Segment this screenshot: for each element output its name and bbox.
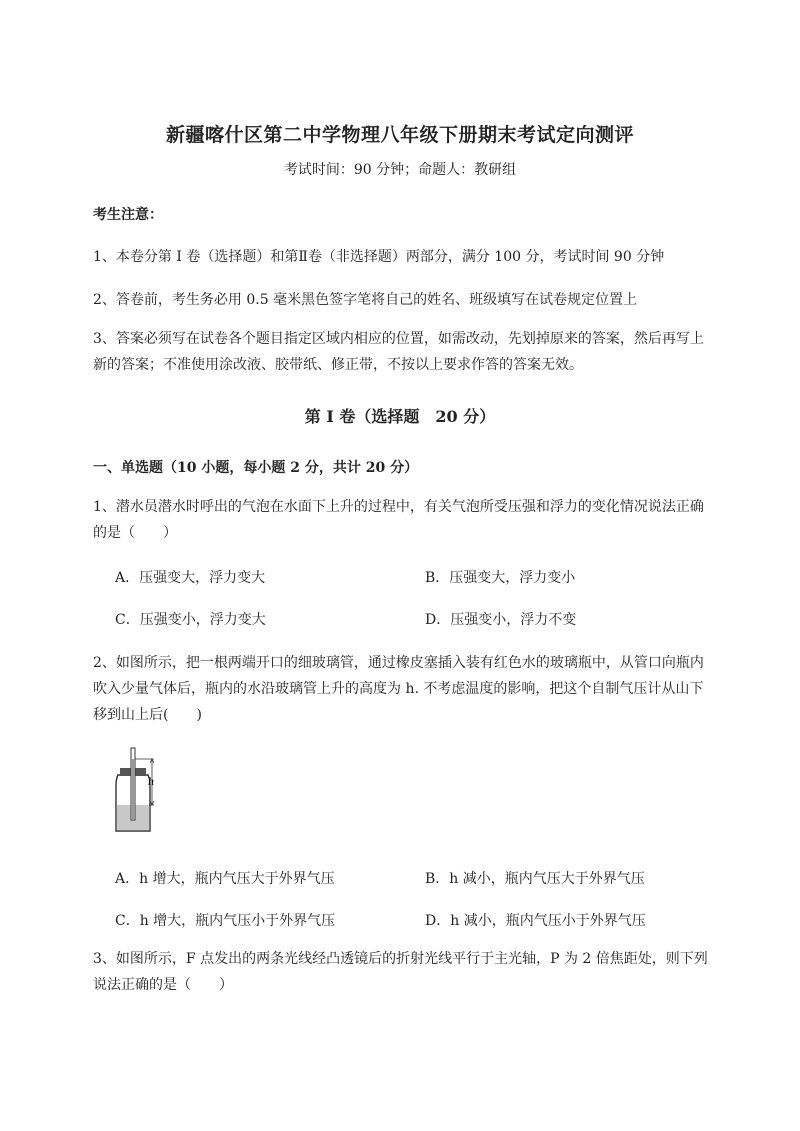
question-stem: 1、潜水员潜水时呼出的气泡在水面下上升的过程中，有关气泡所受压强和浮力的变化情况说法正确的是（ ）: [93, 499, 704, 541]
notice-heading: 考生注意：: [93, 207, 163, 223]
option-a: A．h 增大，瓶内气压大于外界气压: [115, 871, 335, 887]
barometer-figure: [108, 745, 168, 837]
question-stem: 3、如图所示，F 点发出的两条光线经凸透镜后的折射光线平行于主光轴，P 为 2 倍焦距处，则下列说法正确的是（ ）: [93, 951, 708, 993]
part-heading: 一、单选题（10 小题，每小题 2 分，共计 20 分）: [93, 460, 419, 476]
option-c: C．压强变小，浮力变大: [115, 612, 266, 628]
option-d: D．压强变小，浮力不变: [425, 612, 577, 628]
tube-water: [132, 759, 134, 819]
option-b: B．h 减小，瓶内气压大于外界气压: [425, 871, 645, 887]
page-title: 新疆喀什区第二中学物理八年级下册期末考试定向测评: [165, 124, 634, 146]
question-stem: 2、如图所示，把一根两端开口的细玻璃管，通过橡皮塞插入装有红色水的玻璃瓶中，从管口向瓶内吹入少量气体后，瓶内的水沿玻璃管上升的高度为 h. 不考虑温度的影响，把这个自制气压计从山下移到山上后( ): [93, 655, 704, 723]
notice-item: 1、本卷分第 I 卷（选择题）和第Ⅱ卷（非选择题）两部分，满分 100 分，考试时间 90 分钟: [93, 249, 665, 265]
option-b: B．压强变大，浮力变小: [425, 570, 576, 586]
option-c: C．h 增大，瓶内气压小于外界气压: [115, 913, 336, 929]
section-title: 第 I 卷（选择题 20 分）: [304, 407, 496, 426]
option-a: A．压强变大，浮力变大: [115, 570, 266, 586]
notice-item: 3、答案必须写在试卷各个题目指定区域内相应的位置，如需改动，先划掉原来的答案，然后再写上新的答案；不准使用涂改液、胶带纸、修正带，不按以上要求作答的答案无效。: [93, 331, 704, 373]
notice-item: 2、答卷前，考生务必用 0.5 毫米黑色签字笔将自己的姓名、班级填写在试卷规定位置上: [93, 292, 638, 308]
height-label: h: [148, 777, 155, 788]
option-d: D．h 减小，瓶内气压小于外界气压: [425, 913, 646, 929]
exam-info: 考试时间：90 分钟；命题人：教研组: [283, 162, 517, 178]
